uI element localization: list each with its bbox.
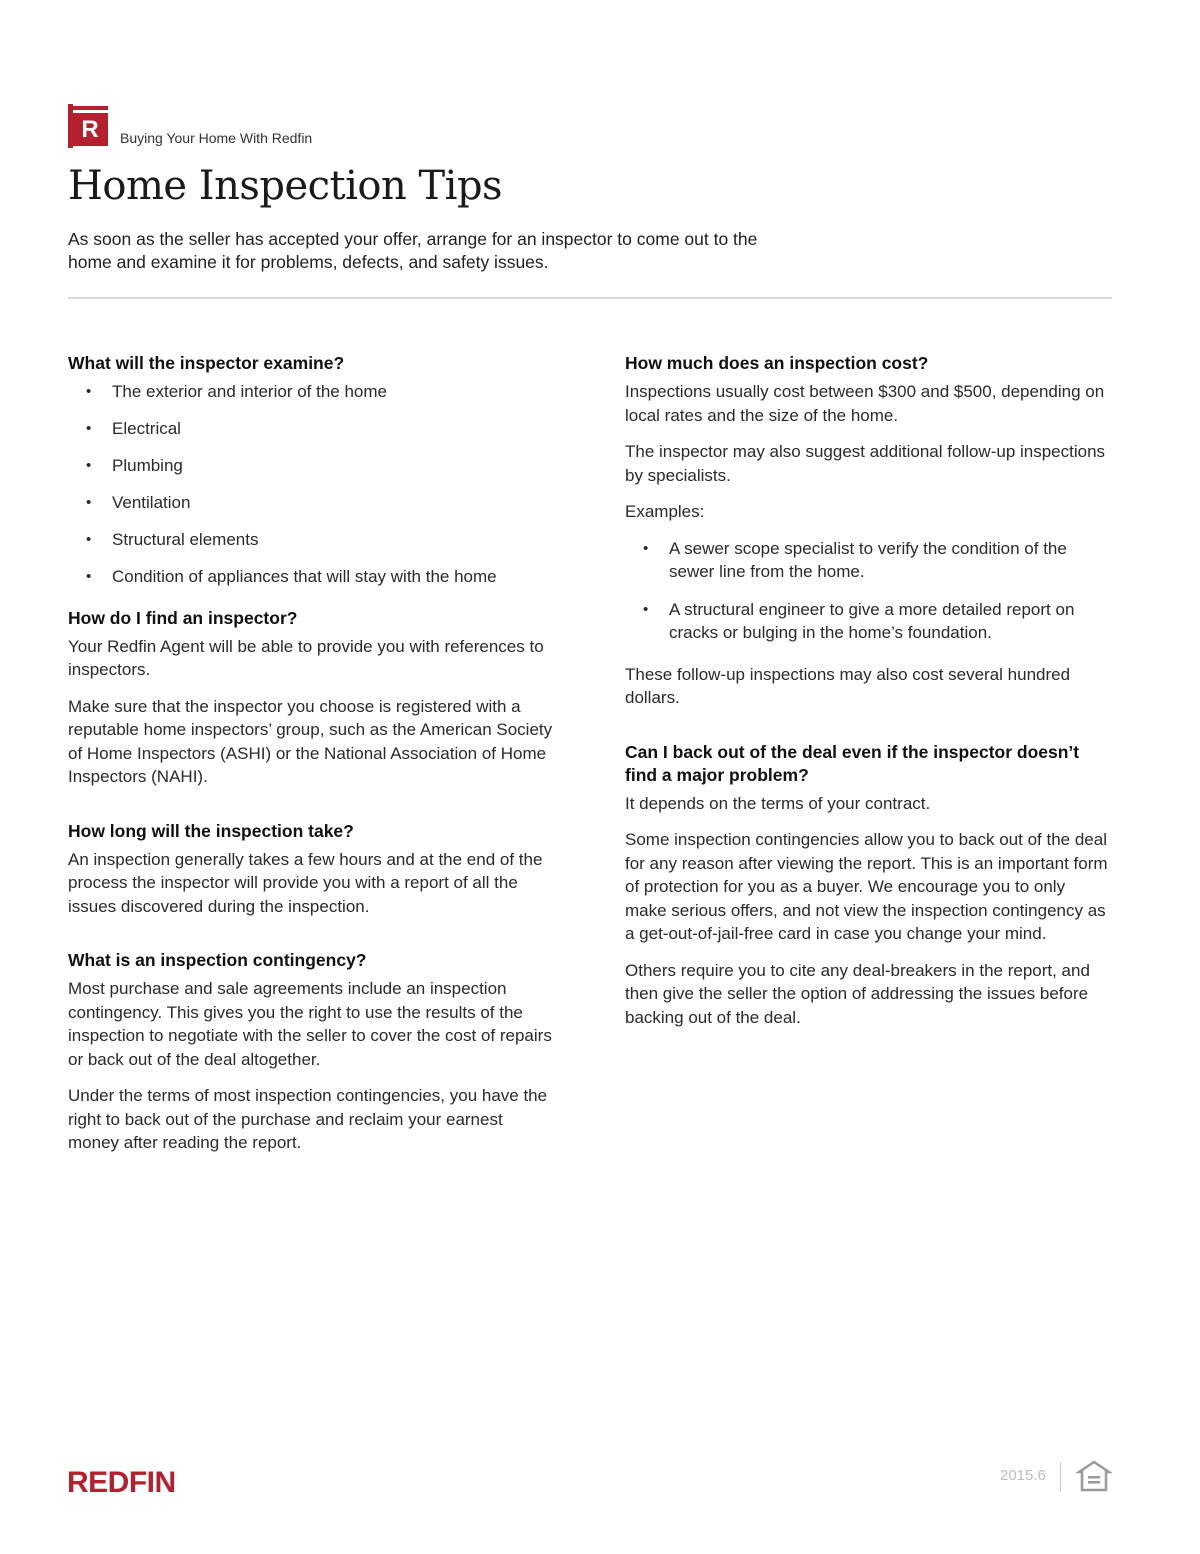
footer-divider: [1060, 1462, 1061, 1492]
section-heading: How long will the inspection take?: [68, 820, 354, 841]
spacer: [68, 931, 558, 949]
series-title: Buying Your Home With Redfin: [120, 130, 313, 146]
intro-paragraph: As soon as the seller has accepted your offer, arrange for an inspector to come out to the home and examine it for problems, defects, and safety issues.: [68, 229, 758, 272]
header-divider: [68, 297, 1112, 299]
section-back-out: [625, 741, 1110, 1030]
list-item: • Plumbing: [68, 454, 558, 478]
paragraph: Make sure that the inspector you choose is registered with a reputable home inspectors’ group, such as the American Society of Home Inspectors (ASHI) or the National Association of Home Inspectors (NAHI).: [68, 696, 553, 786]
document-code: 2015.6: [1000, 1467, 1046, 1484]
redfin-sign-logo-icon: [68, 104, 110, 148]
section-duration: [68, 820, 558, 919]
section-heading: Can I back out of the deal even if the inspector doesn’t find a major problem?: [625, 741, 1080, 785]
paragraph: It depends on the terms of your contract.: [625, 793, 931, 813]
paragraph: Others require you to cite any deal-breakers in the report, and then give the seller the option of addressing the issues before backing out of the deal.: [625, 960, 1090, 1027]
left-column: [68, 352, 558, 1168]
section-find-inspector: [68, 607, 558, 789]
paragraph: An inspection generally takes a few hours and at the end of the process the inspector will provide you with a report of all the issues discovered during the inspection.: [68, 849, 543, 916]
logo-letter: R: [72, 113, 108, 146]
section-contingency: [68, 949, 558, 1155]
spacer: [625, 723, 1110, 741]
section-cost: [625, 352, 1110, 710]
right-column: [625, 352, 1110, 1042]
equal-housing-icon: [1076, 1460, 1112, 1494]
list-item: • A sewer scope specialist to verify the condition of the sewer line from the home.: [625, 537, 1110, 584]
section-heading: How do I find an inspector?: [68, 607, 298, 628]
page-header: [68, 104, 312, 148]
paragraph: These follow-up inspections may also cost several hundred dollars.: [625, 664, 1071, 707]
section-heading: How much does an inspection cost?: [625, 353, 929, 373]
paragraph: Some inspection contingencies allow you to back out of the deal for any reason after viewing the report. This is an important form of protection for you as a buyer. We encourage you to only make serious offers, and not view the inspection contingency as a get-out-of-jail-free card in case you change your mind.: [625, 830, 1108, 943]
section-heading: What will the inspector examine?: [68, 353, 345, 373]
examples-list: [625, 537, 1110, 645]
paragraph: The inspector may also suggest additional follow-up inspections by specialists.: [625, 442, 1106, 485]
list-item: • Structural elements: [68, 528, 558, 552]
list-item: • Electrical: [68, 417, 558, 441]
paragraph: Most purchase and sale agreements include an inspection contingency. This gives you the right to use the results of the inspection to negotiate with the seller to cover the cost of repairs or back out of the deal altogether.: [68, 979, 552, 1069]
section-heading: What is an inspection contingency?: [68, 950, 367, 970]
paragraph: Inspections usually cost between $300 and $500, depending on local rates and the size of the home.: [625, 382, 1105, 425]
section-examine: [68, 352, 558, 589]
list-item: • A structural engineer to give a more detailed report on cracks or bulging in the home’s foundation.: [625, 598, 1110, 645]
list-item: • Ventilation: [68, 491, 558, 515]
list-item: • Condition of appliances that will stay with the home: [68, 565, 558, 589]
examine-list: [68, 380, 558, 589]
list-item: • The exterior and interior of the home: [68, 380, 558, 404]
paragraph: Your Redfin Agent will be able to provide you with references to inspectors.: [68, 636, 544, 679]
examples-label: Examples:: [625, 502, 705, 521]
paragraph: Under the terms of most inspection contingencies, you have the right to back out of the purchase and reclaim your earnest money after reading the report.: [68, 1086, 548, 1152]
spacer: [68, 802, 558, 820]
redfin-footer-logo: REDFIN: [67, 1466, 176, 1499]
page-title: Home Inspection Tips: [68, 163, 503, 209]
